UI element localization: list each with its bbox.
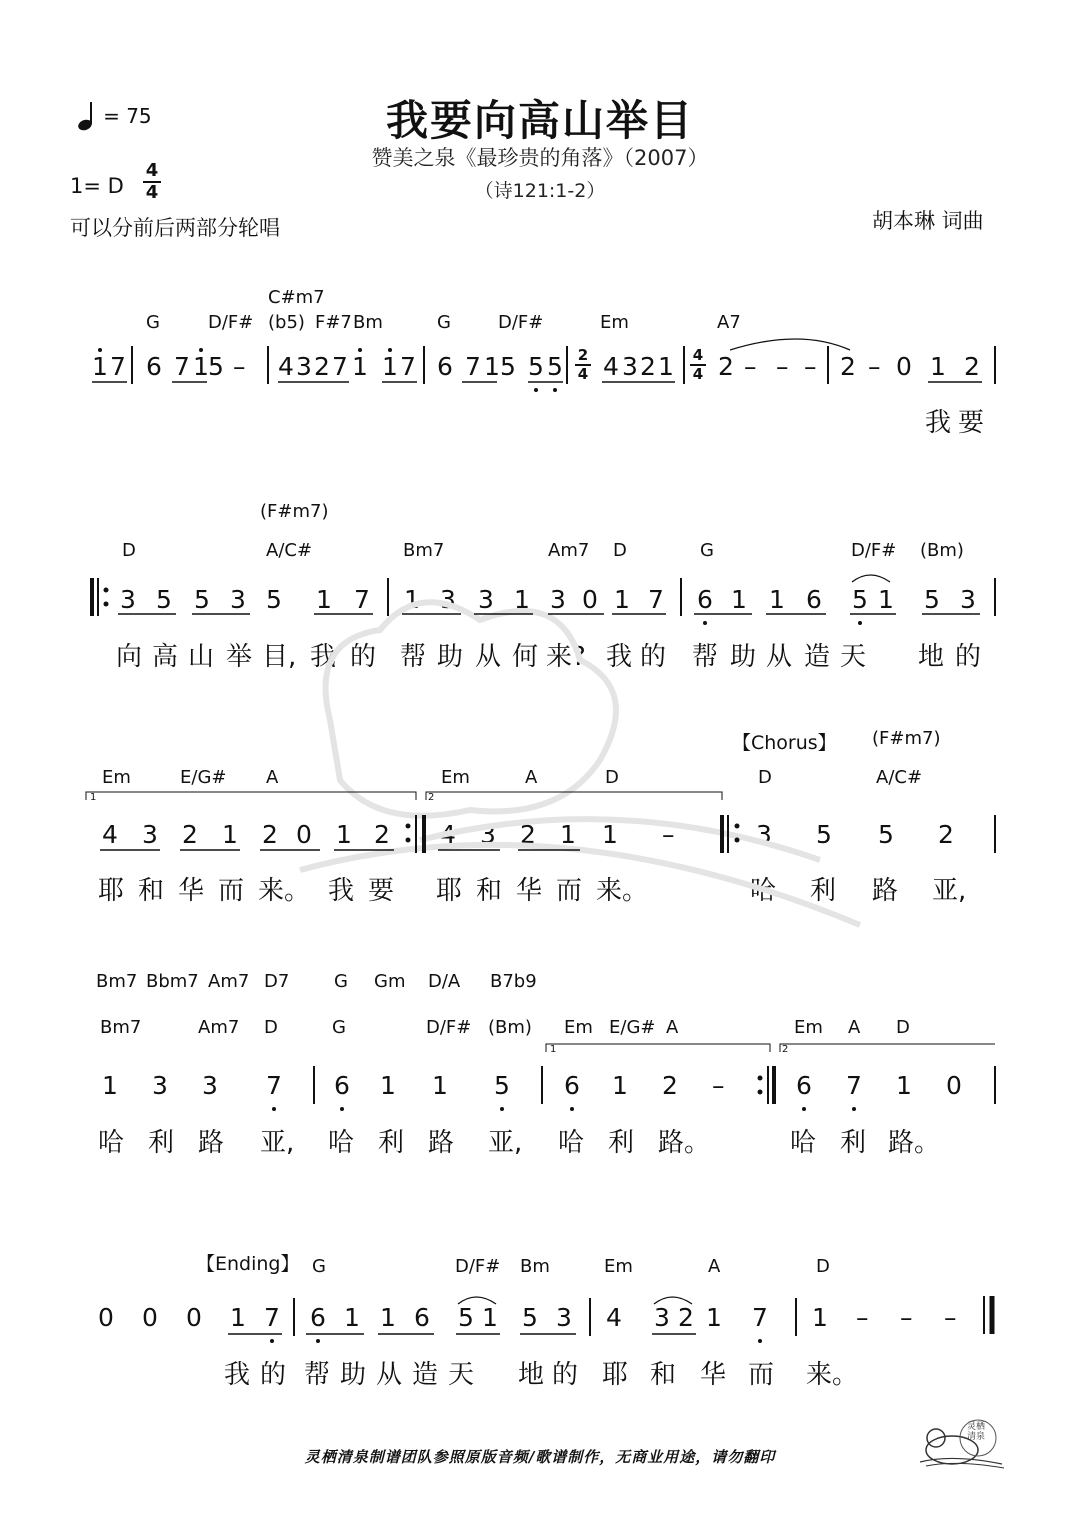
note: 1 xyxy=(658,352,674,381)
lyric: 我 xyxy=(606,642,633,672)
slur xyxy=(458,1297,496,1304)
chord: D xyxy=(816,1256,830,1277)
chord: Em xyxy=(604,1256,633,1277)
note: 1 xyxy=(336,820,352,849)
lyric: 造 xyxy=(804,642,831,672)
lyric: 天 xyxy=(840,642,867,672)
chord: (b5) xyxy=(268,312,305,333)
lyric: 利 xyxy=(840,1128,867,1158)
note: 2 xyxy=(938,820,954,849)
note: 2 xyxy=(662,1071,678,1100)
chord: B7b9 xyxy=(490,971,537,992)
lyric: 助 xyxy=(437,642,464,672)
chord: G xyxy=(312,1256,326,1277)
note: – xyxy=(662,820,675,849)
lyric: 利 xyxy=(148,1128,175,1158)
chord: D/F# xyxy=(455,1256,501,1277)
note: 7 xyxy=(465,352,481,381)
lyric: 路。 xyxy=(658,1128,711,1158)
note: 5 xyxy=(547,352,563,381)
note: 3 xyxy=(296,352,312,381)
chord: C#m7 xyxy=(268,287,325,308)
lyric: 亚, xyxy=(260,1128,295,1158)
time-bottom: 4 xyxy=(577,365,589,383)
scripture-ref: （诗121:1-2） xyxy=(474,180,606,202)
note: 5 xyxy=(208,352,224,381)
note: 0 xyxy=(296,820,312,849)
chord: A7 xyxy=(717,312,741,333)
note: 0 xyxy=(142,1303,158,1332)
note: – xyxy=(900,1303,913,1332)
repeat-dots xyxy=(758,1076,763,1095)
note: 5 xyxy=(852,585,868,614)
note: 6 xyxy=(146,352,162,381)
note: 3 xyxy=(550,585,566,614)
tempo-value: = 75 xyxy=(103,104,152,128)
note: 4 xyxy=(606,1303,622,1332)
lyric: 亚, xyxy=(488,1128,523,1158)
song-title: 我要向高山举目 xyxy=(385,96,694,145)
note: 7 xyxy=(752,1303,768,1332)
note: 5 xyxy=(500,352,516,381)
note: 2 xyxy=(640,352,656,381)
performance-note: 可以分前后两部分轮唱 xyxy=(70,216,280,240)
lyric: 华 xyxy=(178,876,205,906)
lyric: 利 xyxy=(608,1128,635,1158)
repeat-dots xyxy=(104,588,109,607)
tie xyxy=(730,339,850,350)
note: 1 xyxy=(731,585,747,614)
chord: Em xyxy=(794,1017,823,1038)
lyric: 要 xyxy=(958,408,985,438)
note: 1 xyxy=(404,585,420,614)
chord: A xyxy=(848,1017,861,1038)
chord: A/C# xyxy=(266,540,313,561)
note: 0 xyxy=(98,1303,114,1332)
lyric: 而 xyxy=(748,1360,775,1390)
ending-tag: 【Ending】 xyxy=(196,1253,300,1275)
note: 6 xyxy=(796,1071,812,1100)
chord: G xyxy=(146,312,160,333)
chord: D xyxy=(613,540,627,561)
note: 3 xyxy=(142,820,158,849)
chord: Bm7 xyxy=(96,971,138,992)
note: 1 xyxy=(222,820,238,849)
time-top: 4 xyxy=(145,160,159,181)
chord: D/F# xyxy=(498,312,544,333)
chord: A/C# xyxy=(876,767,923,788)
note: 1 xyxy=(193,352,209,381)
lyric: 我 xyxy=(224,1360,251,1390)
time-bottom: 4 xyxy=(145,182,159,203)
chord: Am7 xyxy=(208,971,250,992)
volta-number: 1 xyxy=(90,792,97,803)
chord: Gm xyxy=(374,971,406,992)
lyric: 帮 xyxy=(400,642,427,672)
note: 5 xyxy=(878,820,894,849)
note: 3 xyxy=(756,820,772,849)
chord: F#7 xyxy=(315,312,352,333)
lyric: 哈 xyxy=(790,1128,817,1158)
lyric: 耶 xyxy=(436,876,463,906)
chord: Em xyxy=(102,767,131,788)
note: 3 xyxy=(480,820,496,849)
chord: G xyxy=(437,312,451,333)
note: 6 xyxy=(310,1303,326,1332)
note: – xyxy=(233,352,246,381)
note: 1 xyxy=(560,820,576,849)
note: 5 xyxy=(522,1303,538,1332)
chord: G xyxy=(700,540,714,561)
lyric: 的 xyxy=(552,1360,579,1390)
volta-brackets-line3 xyxy=(86,792,722,800)
note: 7 xyxy=(846,1071,862,1100)
chord: D/F# xyxy=(851,540,897,561)
chord: D/F# xyxy=(208,312,254,333)
lyric: 路 xyxy=(428,1128,455,1158)
lyric: 哈 xyxy=(750,876,777,906)
lyric: 耶 xyxy=(602,1360,629,1390)
lyric: 而 xyxy=(218,876,245,906)
note: 4 xyxy=(102,820,118,849)
chord: D xyxy=(896,1017,910,1038)
note: 6 xyxy=(806,585,822,614)
note: 2 xyxy=(520,820,536,849)
barlines-line4 xyxy=(314,1066,995,1104)
time-bottom: 4 xyxy=(692,365,704,383)
chord: Bm xyxy=(353,312,383,333)
note: 5 xyxy=(156,585,172,614)
slur xyxy=(654,1297,692,1304)
lyric: 和 xyxy=(476,876,503,906)
note: 3 xyxy=(654,1303,670,1332)
album-subtitle: 赞美之泉《最珍贵的角落》（2007） xyxy=(371,146,709,170)
note: 1 xyxy=(316,585,332,614)
note: 6 xyxy=(334,1071,350,1100)
chord: D/F# xyxy=(426,1017,472,1038)
note: 7 xyxy=(332,352,348,381)
barlines-line2 xyxy=(92,578,995,616)
note: 6 xyxy=(414,1303,430,1332)
composer-credit: 胡本琳 词曲 xyxy=(872,209,984,233)
note: 5 xyxy=(266,585,282,614)
note: 5 xyxy=(458,1303,474,1332)
lyric: 从 xyxy=(475,642,502,672)
lyric: 路 xyxy=(198,1128,225,1158)
lyric: 帮 xyxy=(304,1360,331,1390)
note: 5 xyxy=(494,1071,510,1100)
note: 4 xyxy=(603,352,619,381)
lyric: 何 xyxy=(512,642,539,672)
note: 3 xyxy=(202,1071,218,1100)
note: 1 xyxy=(706,1303,722,1332)
lyric: 哈 xyxy=(98,1128,125,1158)
note: 2 xyxy=(678,1303,694,1332)
lyric: 来。 xyxy=(806,1360,859,1390)
lyric: 目, xyxy=(262,642,297,672)
note: 2 xyxy=(374,820,390,849)
note: 1 xyxy=(230,1303,246,1332)
note: 5 xyxy=(816,820,832,849)
lyric: 要 xyxy=(368,876,395,906)
chord: D xyxy=(264,1017,278,1038)
note: – xyxy=(804,352,817,381)
chord: Bm7 xyxy=(100,1017,142,1038)
barlines-line1 xyxy=(132,346,995,384)
note: 1 xyxy=(612,1071,628,1100)
note: 1 xyxy=(812,1303,828,1332)
note: 0 xyxy=(946,1071,962,1100)
chord: Am7 xyxy=(548,540,590,561)
lyric: 耶 xyxy=(98,876,125,906)
chord: D xyxy=(758,767,772,788)
lyric: 和 xyxy=(650,1360,677,1390)
note: 0 xyxy=(582,585,598,614)
chorus-tag: 【Chorus】 xyxy=(732,732,837,754)
note: 1 xyxy=(380,1303,396,1332)
chord: A xyxy=(525,767,538,788)
lyric: 路 xyxy=(872,876,899,906)
note: 0 xyxy=(186,1303,202,1332)
note: 7 xyxy=(648,585,664,614)
note: 1 xyxy=(614,585,630,614)
chord: Bm xyxy=(520,1256,550,1277)
note: 5 xyxy=(924,585,940,614)
lyric: 的 xyxy=(955,642,982,672)
lyric: 华 xyxy=(700,1360,727,1390)
note: 1 xyxy=(930,352,946,381)
note: 1 xyxy=(482,1303,498,1332)
chord: (F#m7) xyxy=(872,728,941,749)
note: 3 xyxy=(440,585,456,614)
note: – xyxy=(944,1303,957,1332)
chord: Bbm7 xyxy=(146,971,199,992)
lyric: 举 xyxy=(226,642,253,672)
chord: (F#m7) xyxy=(260,501,329,522)
note: 1 xyxy=(769,585,785,614)
volta-number: 1 xyxy=(550,1044,557,1055)
chord: (Bm) xyxy=(488,1017,532,1038)
note: 1 xyxy=(352,352,368,381)
lyric: 从 xyxy=(376,1360,403,1390)
note: 3 xyxy=(960,585,976,614)
note: 1 xyxy=(432,1071,448,1100)
lyric: 而 xyxy=(556,876,583,906)
key-signature: 1= D xyxy=(70,174,124,198)
lyric: 高 xyxy=(152,642,179,672)
chord: A xyxy=(266,767,279,788)
lyric: 的 xyxy=(260,1360,287,1390)
lyric: 我 xyxy=(925,408,952,438)
note: 1 xyxy=(514,585,530,614)
note: 1 xyxy=(878,585,894,614)
logo-text: 灵栖清泉 xyxy=(967,1422,986,1442)
chord: D xyxy=(122,540,136,561)
chord: Am7 xyxy=(198,1017,240,1038)
lyric: 从 xyxy=(766,642,793,672)
note: 3 xyxy=(556,1303,572,1332)
note: 3 xyxy=(120,585,136,614)
note: 6 xyxy=(697,585,713,614)
note: 5 xyxy=(194,585,210,614)
note: 2 xyxy=(964,352,980,381)
chord: D7 xyxy=(264,971,290,992)
note: 2 xyxy=(718,352,734,381)
note: 7 xyxy=(266,1071,282,1100)
sheep-watermark xyxy=(300,602,860,925)
lyric: 天 xyxy=(448,1360,475,1390)
note: 3 xyxy=(152,1071,168,1100)
lyric: 利 xyxy=(378,1128,405,1158)
note: 2 xyxy=(182,820,198,849)
note: 6 xyxy=(437,352,453,381)
chord: G xyxy=(332,1017,346,1038)
note: – xyxy=(712,1071,725,1100)
footer-note: 灵栖清泉制谱团队参照原版音频/歌谱制作，无商业用途，请勿翻印 xyxy=(304,1448,776,1466)
note: 0 xyxy=(896,352,912,381)
note: 1 xyxy=(102,1071,118,1100)
volta-number: 2 xyxy=(782,1044,789,1055)
lyric: 利 xyxy=(810,876,837,906)
note: 1 xyxy=(92,352,108,381)
slur xyxy=(852,575,890,582)
lyric: 亚, xyxy=(932,876,967,906)
lyric: 华 xyxy=(516,876,543,906)
note: 1 xyxy=(602,820,618,849)
lyric: 地 xyxy=(918,642,945,672)
chord: Em xyxy=(564,1017,593,1038)
chord: A xyxy=(666,1017,679,1038)
chord: Bm7 xyxy=(403,540,445,561)
lyric: 的 xyxy=(640,642,667,672)
note: 7 xyxy=(354,585,370,614)
note: 5 xyxy=(528,352,544,381)
note: – xyxy=(856,1303,869,1332)
time-top: 4 xyxy=(692,346,704,364)
barlines-line5 xyxy=(294,1296,992,1336)
note: – xyxy=(776,352,789,381)
note: 6 xyxy=(564,1071,580,1100)
lyric: 助 xyxy=(340,1360,367,1390)
note: 3 xyxy=(622,352,638,381)
note: 4 xyxy=(278,352,294,381)
note: 7 xyxy=(110,352,126,381)
lyric: 我 xyxy=(310,642,337,672)
chord: (Bm) xyxy=(920,540,964,561)
time-top: 2 xyxy=(577,346,589,364)
lyric: 助 xyxy=(730,642,757,672)
lyric: 向 xyxy=(116,642,143,672)
lyric: 地 xyxy=(518,1360,545,1390)
note: 3 xyxy=(478,585,494,614)
chord: E/G# xyxy=(609,1017,656,1038)
note: 1 xyxy=(344,1303,360,1332)
chord: G xyxy=(334,971,348,992)
lyric: 路。 xyxy=(888,1128,941,1158)
volta-number: 2 xyxy=(428,792,435,803)
note: 2 xyxy=(262,820,278,849)
lyric: 来? xyxy=(546,642,586,672)
note: 1 xyxy=(380,1071,396,1100)
note: 2 xyxy=(840,352,856,381)
lyric: 来。 xyxy=(596,876,649,906)
note: 1 xyxy=(382,352,398,381)
chord: D/A xyxy=(428,971,461,992)
lyric: 我 xyxy=(328,876,355,906)
lyric: 帮 xyxy=(692,642,719,672)
chord: Em xyxy=(441,767,470,788)
lyric: 造 xyxy=(412,1360,439,1390)
lyric: 来。 xyxy=(258,876,311,906)
note: 1 xyxy=(484,352,500,381)
note: 3 xyxy=(230,585,246,614)
note: 7 xyxy=(174,352,190,381)
note: 2 xyxy=(314,352,330,381)
lyric: 哈 xyxy=(328,1128,355,1158)
note: – xyxy=(744,352,757,381)
chord: Em xyxy=(600,312,629,333)
note: 1 xyxy=(896,1071,912,1100)
lyric: 哈 xyxy=(558,1128,585,1158)
volta-brackets-line4 xyxy=(546,1044,995,1052)
chord: E/G# xyxy=(180,767,227,788)
note: 7 xyxy=(264,1303,280,1332)
note: – xyxy=(868,352,881,381)
note: 4 xyxy=(440,820,456,849)
lyric: 山 xyxy=(188,642,215,672)
chord: D xyxy=(605,767,619,788)
lyric: 的 xyxy=(350,642,377,672)
note: 7 xyxy=(400,352,416,381)
chord: A xyxy=(708,1256,721,1277)
lyric: 和 xyxy=(138,876,165,906)
